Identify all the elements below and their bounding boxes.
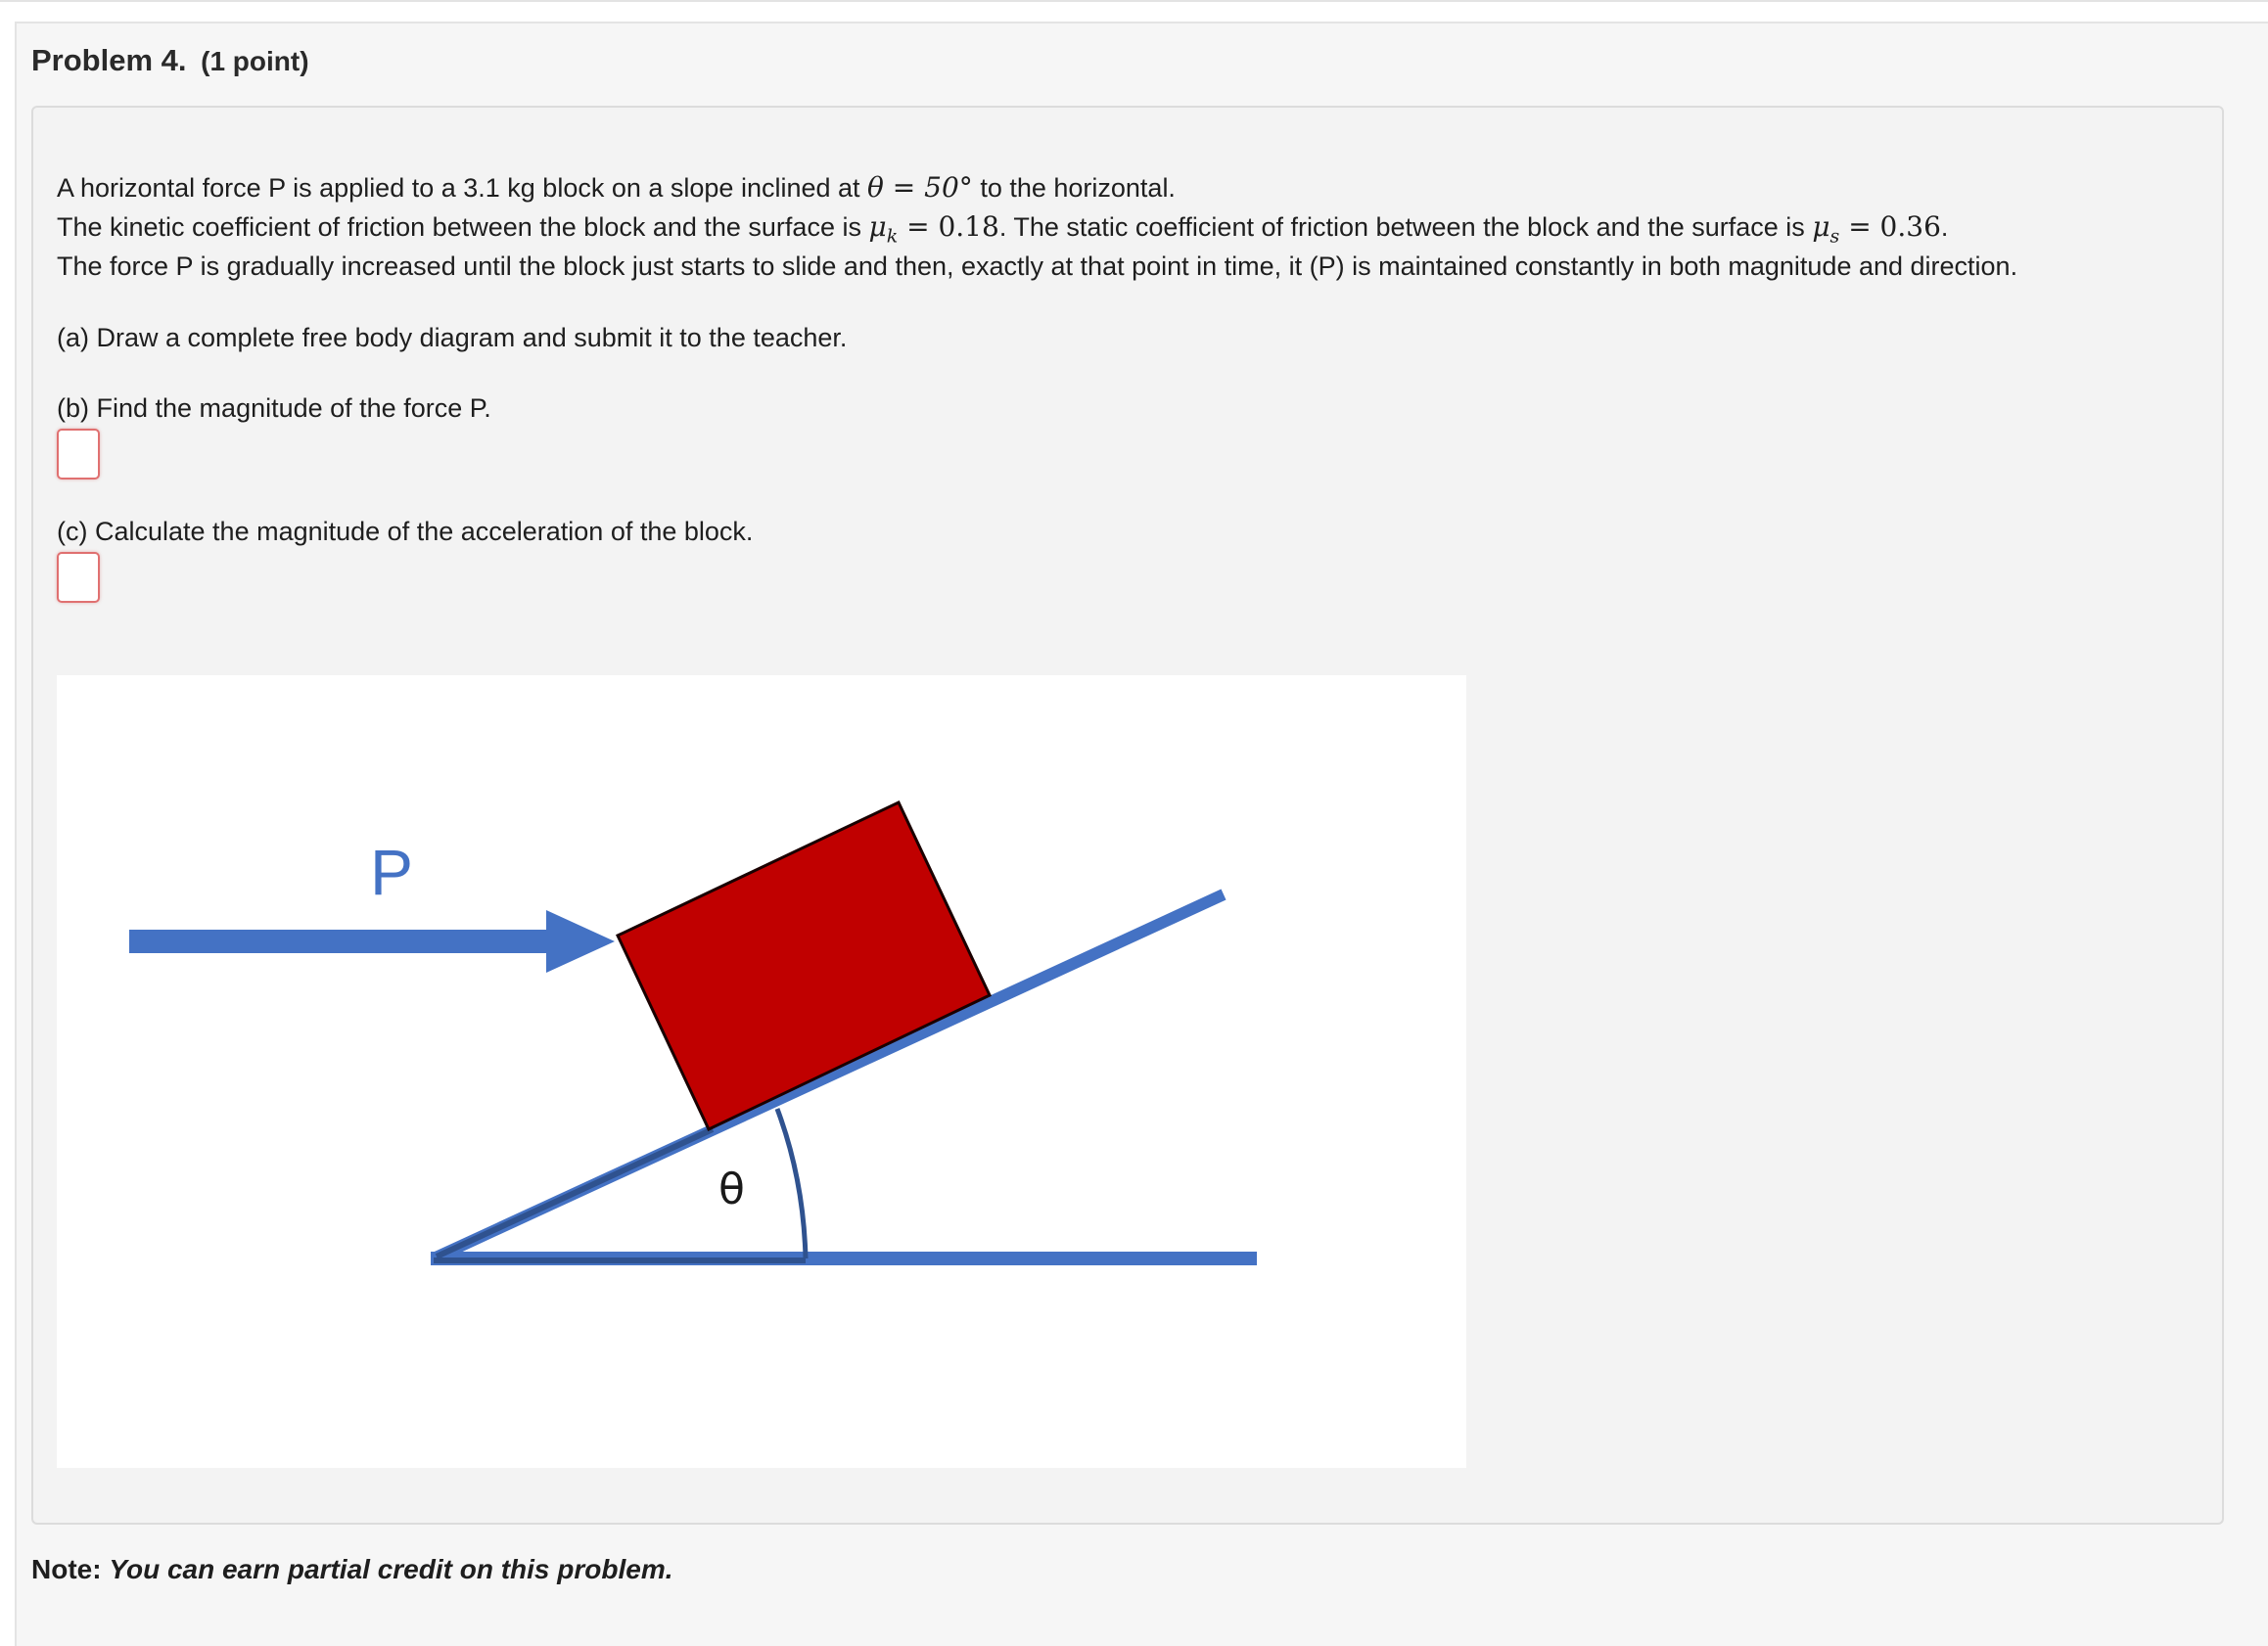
statement-line-1 — [57, 171, 1176, 205]
answer-b-input[interactable] — [57, 429, 100, 480]
mu-s-expression — [1812, 210, 1941, 248]
top-divider — [0, 0, 2268, 2]
slope-line-base — [437, 1129, 713, 1257]
block — [618, 802, 990, 1129]
angle-arc — [777, 1109, 806, 1258]
mu-symbol: μ — [1812, 210, 1830, 243]
mu-k-value: = 0.18 — [906, 210, 999, 243]
note-text: You can earn partial credit on this problem. — [109, 1554, 673, 1584]
problem-figure — [57, 675, 1466, 1468]
mu-symbol: μ — [868, 210, 887, 243]
statement-line-2 — [57, 210, 1948, 253]
part-c-text: (c) Calculate the magnitude of the acceleration of the block. — [57, 517, 754, 546]
problem-title — [31, 43, 309, 78]
statement-text: The kinetic coefficient of friction between the block and the surface is — [57, 212, 861, 242]
angle-label: θ — [718, 1165, 745, 1214]
answer-c-input[interactable] — [57, 552, 100, 603]
mu-subscript: s — [1829, 225, 1840, 248]
mu-s-value: = 0.36 — [1848, 210, 1941, 243]
force-arrow-shaft — [129, 930, 548, 953]
statement-text: A horizontal force P is applied to a 3.1 kg block on a slope inclined at — [57, 173, 860, 203]
part-a-text: (a) Draw a complete free body diagram and submit it to the teacher. — [57, 323, 848, 352]
statement-text: to the horizontal. — [980, 173, 1176, 203]
force-arrow-head — [546, 910, 615, 973]
mu-k-expression — [868, 210, 999, 248]
statement-text: . The static coefficient of friction between the block and the surface is — [998, 212, 1805, 242]
note — [31, 1554, 673, 1585]
theta-expression: θ = 50° — [867, 171, 973, 204]
problem-points: (1 point) — [201, 46, 309, 76]
part-b-text: (b) Find the magnitude of the force P. — [57, 393, 491, 423]
problem-number: Problem 4. — [31, 43, 187, 77]
statement-line-3: The force P is gradually increased until the block just starts to slide and then, exactly at that point in time, it (P) is maintained constantly in both magnitude and direction. — [57, 251, 2018, 281]
incline-diagram — [57, 675, 1466, 1468]
note-label: Note: — [31, 1554, 102, 1584]
force-label: P — [370, 836, 414, 908]
mu-subscript: k — [886, 225, 899, 248]
statement-text: . — [1940, 212, 1949, 242]
